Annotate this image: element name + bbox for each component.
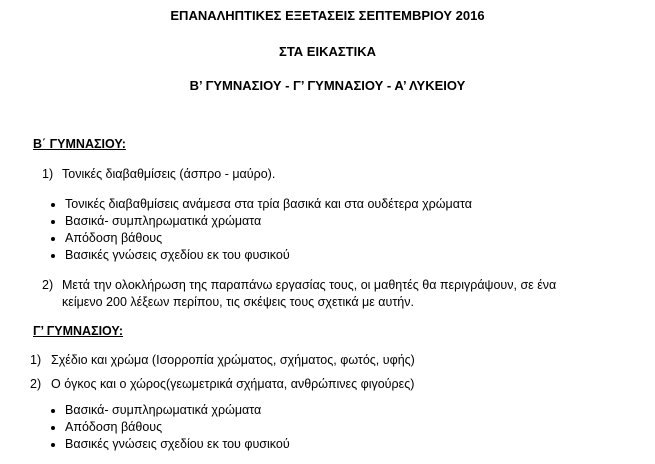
document-subtitle: ΣΤΑ ΕΙΚΑΣΤΙΚΑ	[279, 44, 376, 59]
section-b-item-2-line-2: κείμενο 200 λέξεων περίπου, τις σκέψεις τους σχετικά με αυτήν.	[62, 295, 414, 309]
bullet-dot	[51, 220, 55, 224]
section-g-item-2-number: 2)	[30, 377, 42, 391]
section-b-heading: Β΄ ΓΥΜΝΑΣΙΟΥ:	[33, 137, 126, 151]
section-b-bullet-3: Απόδοση βάθους	[65, 231, 163, 245]
bullet-dot	[51, 426, 55, 430]
section-b-bullet-2: Βασικά- συμπληρωματικά χρώματα	[65, 214, 262, 228]
bullet-dot	[51, 237, 55, 241]
document-title: ΕΠΑΝΑΛΗΠΤΙΚΕΣ ΕΞΕΤΑΣΕΙΣ ΣΕΠΤΕΜΒΡΙΟΥ 2016	[170, 8, 485, 23]
section-b-item-1-text: Τονικές διαβαθμίσεις (άσπρο - μαύρο).	[62, 167, 276, 181]
section-g-heading: Γ’ ΓΥΜΝΑΣΙΟΥ:	[33, 324, 124, 338]
section-b-bullet-1: Τονικές διαβαθμίσεις ανάμεσα στα τρία βασικά και στα ουδέτερα χρώματα	[65, 197, 472, 211]
bullet-dot	[51, 254, 55, 258]
bullet-dot	[51, 203, 55, 207]
section-b-item-1-number: 1)	[42, 167, 54, 181]
section-g-item-1-text: Σχέδιο και χρώμα (Ισορροπία χρώματος, σχήματος, φωτός, υφής)	[51, 353, 415, 367]
section-g-item-1-number: 1)	[30, 353, 42, 367]
section-b-bullet-4: Βασικές γνώσεις σχεδίου εκ του φυσικού	[65, 248, 290, 262]
section-g-item-2-text: Ο όγκος και ο χώρος(γεωμετρικά σχήματα, ανθρώπινες φιγούρες)	[51, 377, 415, 391]
bullet-dot	[51, 443, 55, 447]
section-b-item-2-number: 2)	[42, 278, 54, 292]
bullet-dot	[51, 409, 55, 413]
document-classes: Β’ ΓΥΜΝΑΣΙΟΥ - Γ’ ΓΥΜΝΑΣΙΟΥ - Α’ ΛΥΚΕΙΟΥ	[189, 78, 466, 93]
section-g-bullet-1: Βασικά- συμπληρωματικά χρώματα	[65, 403, 262, 417]
section-g-bullet-2: Απόδοση βάθους	[65, 420, 163, 434]
section-g-bullet-3: Βασικές γνώσεις σχεδίου εκ του φυσικού	[65, 437, 290, 451]
section-b-item-2-line-1: Μετά την ολοκλήρωση της παραπάνω εργασίας τους, οι μαθητές θα περιγράψουν, σε ένα	[62, 278, 557, 292]
